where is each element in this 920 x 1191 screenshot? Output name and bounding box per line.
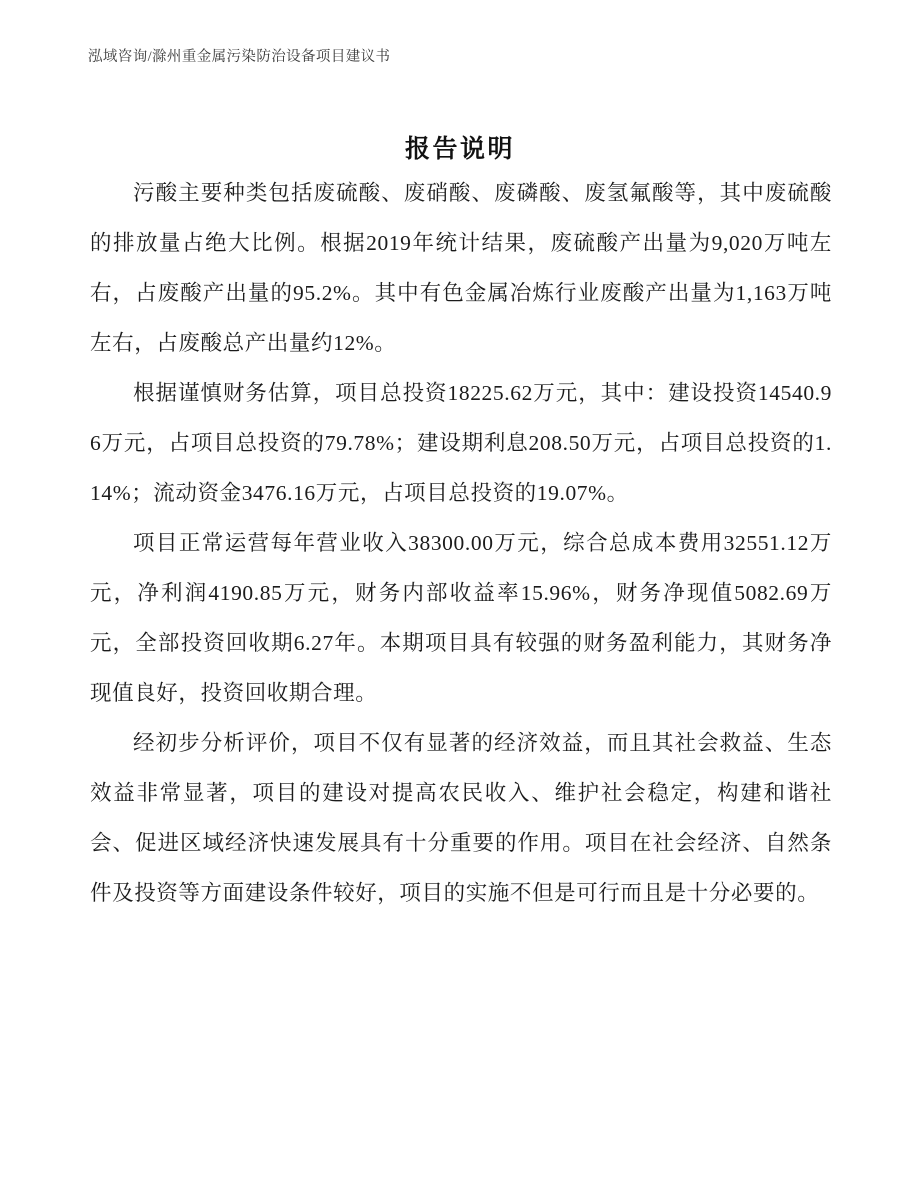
paragraph: 项目正常运营每年营业收入38300.00万元，综合总成本费用32551.12万元，净利润4190.85万元，财务内部收益率15.96%，财务净现值5082.69万元，全部投资回收期6.27年。本期项目具有较强的财务盈利能力，其财务净现值良好，投资回收期合理。: [90, 531, 832, 705]
page-title: 报告说明: [404, 135, 515, 163]
document-body: [90, 168, 832, 918]
paragraph: 经初步分析评价，项目不仅有显著的经济效益，而且其社会救益、生态效益非常显著，项目的建设对提高农民收入、维护社会稳定，构建和谐社会、促进区域经济快速发展具有十分重要的作用。项目在社会经济、自然条件及投资等方面建设条件较好，项目的实施不但是可行而且是十分必要的。: [90, 731, 832, 905]
paragraph: 根据谨慎财务估算，项目总投资18225.62万元，其中：建设投资14540.96万元，占项目总投资的79.78%；建设期利息208.50万元，占项目总投资的1.14%；流动资金3476.16万元，占项目总投资的19.07%。: [90, 381, 832, 505]
paragraph: 污酸主要种类包括废硫酸、废硝酸、废磷酸、废氢氟酸等，其中废硫酸的排放量占绝大比例。根据2019年统计结果，废硫酸产出量为9,020万吨左右，占废酸产出量的95.2%。其中有色金属冶炼行业废酸产出量为1,163万吨左右，占废酸总产出量约12%。: [90, 181, 832, 355]
document-header-breadcrumb: 泓域咨询/滁州重金属污染防治设备项目建议书: [88, 49, 391, 65]
